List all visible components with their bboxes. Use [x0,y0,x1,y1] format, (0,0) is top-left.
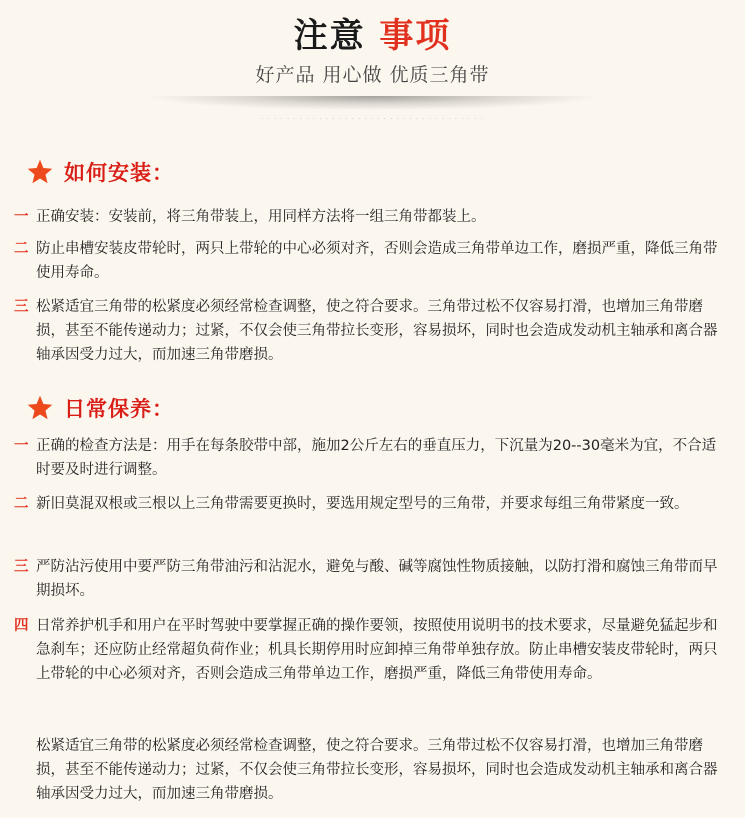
section-install-heading [26,157,174,187]
install-item-3 [14,295,729,367]
item-text: 正确的检查方法是：用手在每条胶带中部，施加2公斤左右的垂直压力，下沉量为20--30毫米为宜，不合适时要及时进行调整。 [36,438,717,478]
page-title [0,14,745,58]
item-text: 严防沾污使用中要严防三角带油污和沾泥水，避免与酸、碱等腐蚀性物质接触，以防打滑和腐蚀三角带而早期损坏。 [36,559,718,599]
maintenance-item-1 [14,434,729,482]
item-text: 松紧适宜三角带的松紧度必须经常检查调整，使之符合要求。三角带过松不仅容易打滑，也增加三角带磨损，甚至不能传递动力；过紧，不仅会使三角带拉长变形，容易损坏，同时也会造成发动机主轴承和离合器轴承因受力过大，而加速三角带磨损。 [36,299,718,363]
maintenance-item-5 [14,734,729,806]
section-maintenance-heading [26,393,174,423]
item-number: 二 [14,496,29,512]
title-part-red: 事项 [379,16,452,56]
item-number: 一 [14,438,29,454]
item-text: 正确安装：安装前，将三角带装上，用同样方法将一组三角带都装上。 [36,209,486,225]
section-maintenance-title: 日常保养： [64,397,174,421]
page-subtitle: 好产品 用心做 优质三角带 [255,64,490,86]
item-text: 新旧莫混双根或三根以上三角带需要更换时，要选用规定型号的三角带，并要求每组三角带紧度一致。 [36,496,689,512]
install-item-2 [14,237,729,285]
star-icon [26,158,54,186]
maintenance-item-4 [14,614,729,686]
item-number: 二 [14,241,29,257]
item-number: 四 [14,618,29,634]
item-text: 防止串槽安装皮带轮时，两只上带轮的中心必须对齐，否则会造成三角带单边工作，磨损严重，降低三角带使用寿命。 [36,241,718,281]
header-divider-shadow [150,96,595,110]
star-icon [26,394,54,422]
item-number: 一 [14,209,29,225]
section-install-title: 如何安装： [64,161,174,185]
maintenance-item-3 [14,555,729,603]
install-item-1 [14,205,729,229]
item-number: 三 [14,299,29,315]
decorative-dots: · · · · · · · · · · · · · · · · · · · · · · · · · · · · · · · · · · · [261,115,484,123]
item-text: 日常养护机手和用户在平时驾驶中要掌握正确的操作要领，按照使用说明书的技术要求，尽量避免猛起步和急刹车；还应防止经常超负荷作业；机具长期停用时应卸掉三角带单独存放。防止串槽安装皮带轮时，两只上带轮的中心必须对齐，否则会造成三角带单边工作，磨损严重，降低三角带使用寿命。 [36,618,718,682]
item-number: 三 [14,559,29,575]
maintenance-item-2 [14,492,729,516]
item-text: 松紧适宜三角带的松紧度必须经常检查调整，使之符合要求。三角带过松不仅容易打滑，也增加三角带磨损，甚至不能传递动力；过紧，不仅会使三角带拉长变形，容易损坏，同时也会造成发动机主轴承和离合器轴承因受力过大，而加速三角带磨损。 [36,738,718,802]
title-part-black: 注意 [293,16,366,56]
